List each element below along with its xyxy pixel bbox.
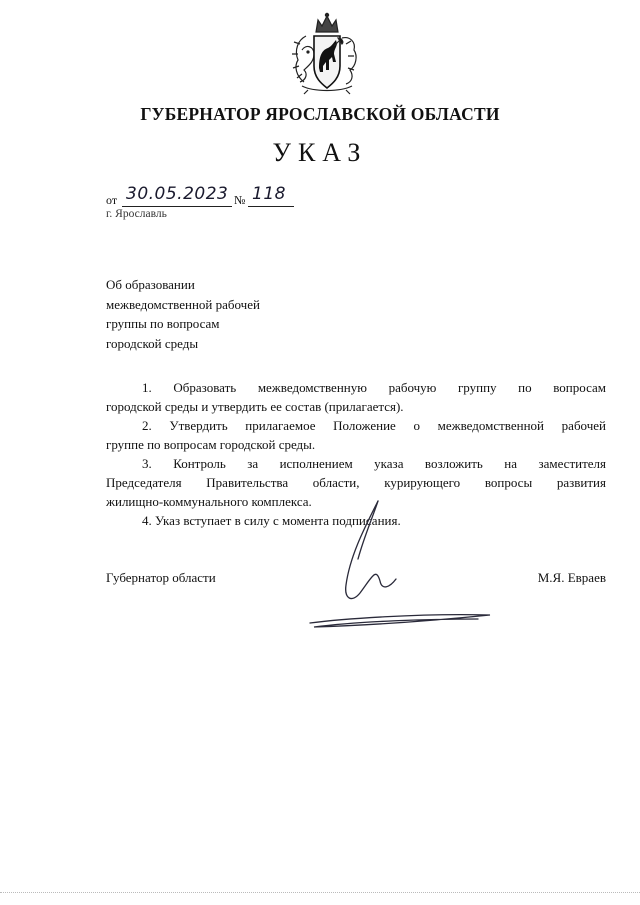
number-prefix: № xyxy=(234,193,246,207)
signature-block xyxy=(106,570,606,590)
signer-name: М.Я. Евраев xyxy=(537,570,606,585)
number-underline xyxy=(248,206,294,207)
signer-position: Губернатор области xyxy=(106,570,216,585)
document-subject xyxy=(106,275,346,353)
item-1-line: городской среды и утвердить ее состав (прилагается). xyxy=(106,399,404,414)
date-prefix: от xyxy=(106,193,118,207)
item-2-line: группе по вопросам городской среды. xyxy=(106,437,316,452)
subject-line: Об образовании xyxy=(106,277,195,292)
date-underline xyxy=(122,206,232,207)
item-1-line: 1. Образовать межведомственную рабочую группу по вопросам xyxy=(142,380,606,395)
item-2-line: 2. Утвердить прилагаемое Положение о межведомственной рабочей xyxy=(142,418,606,433)
coat-of-arms-icon xyxy=(284,10,370,96)
document-type: УКАЗ xyxy=(272,138,368,167)
item-3-line: 3. Контроль за исполнением указа возложить на заместителя xyxy=(142,456,606,471)
date-number-line xyxy=(106,184,296,208)
item-4-line: 4. Указ вступает в силу с момента подписания. xyxy=(142,513,401,528)
subject-line: межведомственной рабочей xyxy=(106,296,260,312)
city: г. Ярославль xyxy=(106,208,167,220)
document-date: 30.05.2023 xyxy=(126,184,229,204)
handwritten-signature xyxy=(300,495,500,635)
document-number: 118 xyxy=(252,184,286,204)
subject-line: группы по вопросам xyxy=(106,316,220,331)
page-edge-line xyxy=(0,892,640,893)
item-3-line: жилищно-коммунального комплекса. xyxy=(106,494,312,509)
subject-line: городской среды xyxy=(106,335,199,351)
item-3-line: Председателя Правительства области, курирующего вопросы развития xyxy=(106,475,606,490)
issuer-title: ГУБЕРНАТОР ЯРОСЛАВСКОЙ ОБЛАСТИ xyxy=(140,104,500,124)
